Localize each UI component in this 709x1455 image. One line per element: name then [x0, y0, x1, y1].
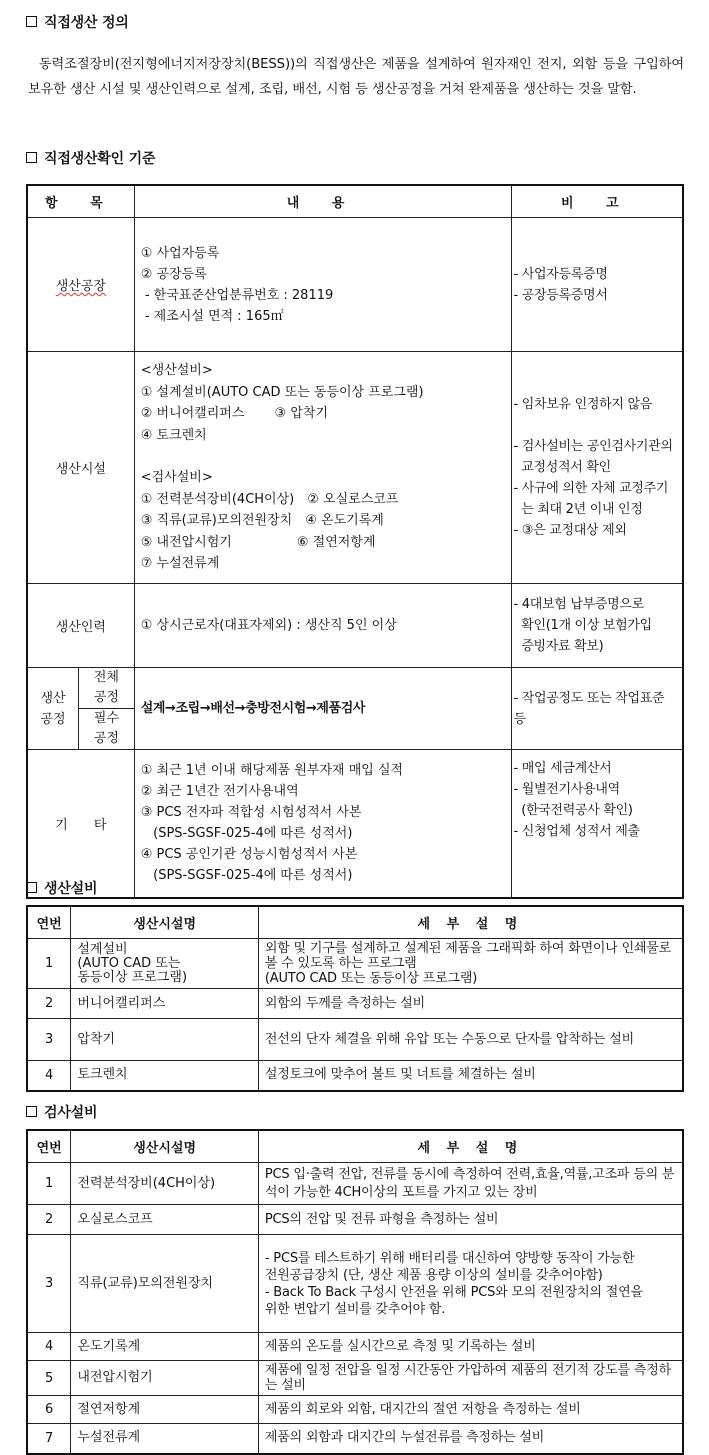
inspection-equipment-table — [26, 1129, 684, 1455]
row-content — [134, 668, 511, 750]
content-line: ⑤ 내전압시험기 ⑥ 절연저항계 — [140, 534, 376, 550]
table-row — [27, 584, 683, 668]
header-name: 생산시설명 — [71, 906, 259, 939]
note-line: - ③은 교정대상 제외 — [513, 523, 627, 538]
header-item: 항 목 — [27, 185, 134, 218]
cell-name: 토크렌치 — [71, 1061, 259, 1091]
cell-desc: 설정토크에 맞추어 볼트 및 너트를 체결하는 설비 — [258, 1061, 683, 1091]
row-note — [511, 584, 683, 668]
cell-no: 6 — [27, 1396, 71, 1424]
cell-name: 온도기록계 — [71, 1333, 258, 1361]
row-label — [27, 584, 134, 668]
production-equipment-table — [26, 905, 684, 1092]
content-line: - 제조시설 면적 : 165㎡ — [140, 308, 284, 324]
cell-no: 2 — [27, 1205, 71, 1235]
checkbox-square-icon — [26, 16, 37, 27]
table-row — [27, 1361, 683, 1396]
section-title-text: 직접생산확인 기준 — [44, 151, 156, 167]
section-title-text: 검사설비 — [44, 1105, 98, 1121]
content-line: ③ PCS 전자파 적합성 시험성적서 사본 — [140, 805, 362, 821]
content-line: ⑦ 누설전류계 — [140, 556, 220, 572]
content-line: 설계→조립→배선→충방전시험→제품검사 — [140, 701, 366, 716]
cell-desc: 제품의 외함과 대지간의 누설전류를 측정하는 설비 — [258, 1424, 683, 1454]
header-note: 비 고 — [511, 185, 683, 218]
row-note — [511, 352, 683, 584]
table-row — [27, 1019, 683, 1061]
checkbox-square-icon — [26, 1106, 37, 1117]
section-title-definition — [26, 12, 129, 32]
cell-name: 오실로스코프 — [71, 1205, 258, 1235]
table-row — [27, 939, 683, 989]
header-content: 내 용 — [134, 185, 511, 218]
cell-name: 전력분석장비(4CH이상) — [71, 1163, 258, 1205]
content-line: ① 전력분석장비(4CH이상) ② 오실로스코프 — [140, 491, 399, 507]
cell-no: 7 — [27, 1424, 71, 1454]
cell-name: 설계설비 (AUTO CAD 또는 동등이상 프로그램) — [71, 939, 259, 989]
section-title-criteria — [26, 148, 155, 168]
note-line: - 매입 세금계산서 — [513, 761, 612, 776]
sub-label-all — [79, 668, 135, 709]
row-note — [511, 750, 683, 898]
content-line: ② 공장등록 — [140, 266, 207, 282]
cell-desc: 외함 및 기구를 설계하고 설계된 제품을 그래픽화 하여 화면이나 인쇄물로 볼 수 있도록 하는 프로그램 (AUTO CAD 또는 동등이상 프로그램) — [258, 939, 683, 989]
content-line: ② 버니어캘리퍼스 ③ 압착기 — [140, 406, 329, 422]
definition-text: 동력조절장비(전지형에너지저장장치(BESS))의 직접생산은 제품을 설계하여 원자재인 전지, 외함 등을 구입하여 보유한 생산 시설 및 생산인력으로 설계, 조립, 배선, 시험 등 생산공정을 거쳐 완제품을 생산하는 것을 말함. — [28, 57, 684, 97]
content-line: ② 최근 1년간 전기사용내역 — [140, 784, 299, 800]
table-row — [27, 1424, 683, 1454]
table-row — [27, 1396, 683, 1424]
note-line: - 공장등록증명서 — [513, 287, 608, 303]
content-line: ④ 토크렌치 — [140, 427, 207, 443]
table-row — [27, 218, 683, 352]
content-line: (SPS-SGSF-025-4에 따른 성적서) — [140, 868, 353, 884]
row-label — [27, 750, 134, 898]
cell-desc: - PCS를 테스트하기 위해 배터리를 대신하여 양방향 동작이 가능한 전원공급장치 (단, 생산 제품 용량 이상의 설비를 갖추어야함) - Back To Back 구성시 안전을 위해 PCS와 모의 전원장치의 절연을 위한 변압기 설비를 갖추어야 함. — [258, 1235, 683, 1333]
row-content — [134, 584, 511, 668]
note-line: 는 최대 2년 이내 인정 — [513, 502, 643, 517]
header-desc: 세 부 설 명 — [258, 1130, 683, 1163]
cell-no: 2 — [27, 989, 71, 1019]
row-content — [134, 352, 511, 584]
table-row — [27, 352, 683, 584]
cell-no: 3 — [27, 1235, 71, 1333]
note-line: (한국전력공사 확인) — [513, 803, 633, 818]
row-content — [134, 750, 511, 898]
cell-desc: PCS의 전압 및 전류 파형을 측정하는 설비 — [258, 1205, 683, 1235]
table-header-row — [27, 1130, 683, 1163]
note-line: 확인(1개 이상 보험가입 — [513, 618, 652, 633]
content-line: ① 상시근로자(대표자제외) : 생산직 5인 이상 — [140, 618, 397, 633]
header-desc: 세 부 설 명 — [258, 906, 683, 939]
cell-no: 5 — [27, 1361, 71, 1396]
cell-desc: 제품의 회로와 외함, 대지간의 절연 저항을 측정하는 설비 — [258, 1396, 683, 1424]
criteria-table — [26, 184, 684, 899]
cell-desc: 외함의 두께를 측정하는 설비 — [258, 989, 683, 1019]
content-line: <검사설비> — [140, 470, 213, 486]
table-row — [27, 1205, 683, 1235]
row-note — [511, 218, 683, 352]
note-line: - 월별전기사용내역 — [513, 782, 620, 797]
table-header-row — [27, 906, 683, 939]
cell-name: 절연저항계 — [71, 1396, 258, 1424]
note-line: - 신청업체 성적서 제출 — [513, 824, 640, 839]
label-text: 전체 — [93, 670, 119, 685]
note-line: 등 — [513, 711, 526, 727]
label-text: 생산인력 — [55, 620, 106, 635]
cell-no: 1 — [27, 939, 71, 989]
note-line: - 사규에 의한 자체 교정주기 — [513, 481, 669, 496]
table-row — [27, 668, 683, 709]
cell-no: 4 — [27, 1333, 71, 1361]
cell-name: 압착기 — [71, 1019, 259, 1061]
header-no: 연번 — [27, 1130, 71, 1163]
cell-name: 누설전류계 — [71, 1424, 258, 1454]
cell-name: 내전압시험기 — [71, 1361, 258, 1396]
table-row — [27, 1235, 683, 1333]
section-title-text: 직접생산 정의 — [44, 15, 129, 31]
note-line: - 임차보유 인정하지 않음 — [513, 397, 653, 412]
content-line — [141, 446, 507, 467]
note-line: - 4대보험 납부증명으로 — [513, 597, 644, 612]
label-text: 공정 — [40, 711, 66, 727]
section-title-inspection-equipment — [26, 1102, 97, 1122]
cell-name: 직류(교류)모의전원장치 — [71, 1235, 258, 1333]
cell-desc: 제품의 온도를 실시간으로 측정 및 기록하는 설비 — [258, 1333, 683, 1361]
label-text: 공정 — [93, 690, 119, 705]
table-row — [27, 750, 683, 898]
content-line: ① 최근 1년 이내 해당제품 원부자재 매입 실적 — [140, 763, 404, 779]
row-label — [27, 218, 134, 352]
table-row — [27, 989, 683, 1019]
content-line: <생산설비> — [140, 363, 213, 379]
section-title-production-equipment — [26, 878, 97, 898]
cell-desc: PCS 입·출력 전압, 전류를 동시에 측정하여 전력,효율,역률,고조파 등의 분석이 가능한 4CH이상의 포트를 가지고 있는 장비 — [258, 1163, 683, 1205]
sub-label-required — [79, 709, 135, 750]
row-content — [134, 218, 511, 352]
label-text: 생산공장 — [55, 279, 106, 294]
table-row — [27, 1333, 683, 1361]
table-row — [27, 1061, 683, 1091]
label-text: 기 타 — [55, 817, 107, 833]
note-line: - 검사설비는 공인검사기관의 — [513, 439, 673, 454]
content-line: ① 설계설비(AUTO CAD 또는 동등이상 프로그램) — [140, 384, 424, 400]
content-line: (SPS-SGSF-025-4에 따른 성적서) — [140, 826, 353, 842]
row-label — [27, 352, 134, 584]
note-line: 교정성적서 확인 — [513, 460, 611, 475]
cell-desc: 제품에 일정 전압을 일정 시간동안 가압하여 제품의 전기적 강도를 측정하는 설비 — [258, 1361, 683, 1396]
label-text: 공정 — [93, 731, 119, 746]
table-header-row — [27, 185, 683, 218]
label-text: 생산시설 — [55, 462, 106, 477]
note-line: - 사업자등록증명 — [513, 266, 608, 282]
note-line: - 작업공정도 또는 작업표준 — [513, 690, 665, 706]
definition-paragraph — [28, 52, 684, 102]
cell-no: 3 — [27, 1019, 71, 1061]
content-line: ④ PCS 공인기관 성능시험성적서 사본 — [140, 847, 358, 863]
row-label — [27, 668, 79, 750]
cell-name: 버니어캘리퍼스 — [71, 989, 259, 1019]
note-line — [514, 415, 678, 436]
checkbox-square-icon — [26, 152, 37, 163]
checkbox-square-icon — [26, 882, 37, 893]
row-note — [511, 668, 683, 750]
header-no: 연번 — [27, 906, 71, 939]
content-line: - 한국표준산업분류번호 : 28119 — [140, 287, 334, 303]
section-title-text: 생산설비 — [44, 881, 98, 897]
table-row — [27, 1163, 683, 1205]
label-text: 생산 — [40, 690, 66, 706]
content-line: ① 사업자등록 — [140, 245, 220, 261]
header-name: 생산시설명 — [71, 1130, 258, 1163]
label-text: 필수 — [93, 711, 119, 726]
cell-no: 1 — [27, 1163, 71, 1205]
cell-desc: 전선의 단자 체결을 위해 유압 또는 수동으로 단자를 압착하는 설비 — [258, 1019, 683, 1061]
content-line: ③ 직류(교류)모의전원장치 ④ 온도기록계 — [140, 513, 384, 529]
note-line: 증빙자료 확보) — [513, 639, 604, 654]
cell-no: 4 — [27, 1061, 71, 1091]
